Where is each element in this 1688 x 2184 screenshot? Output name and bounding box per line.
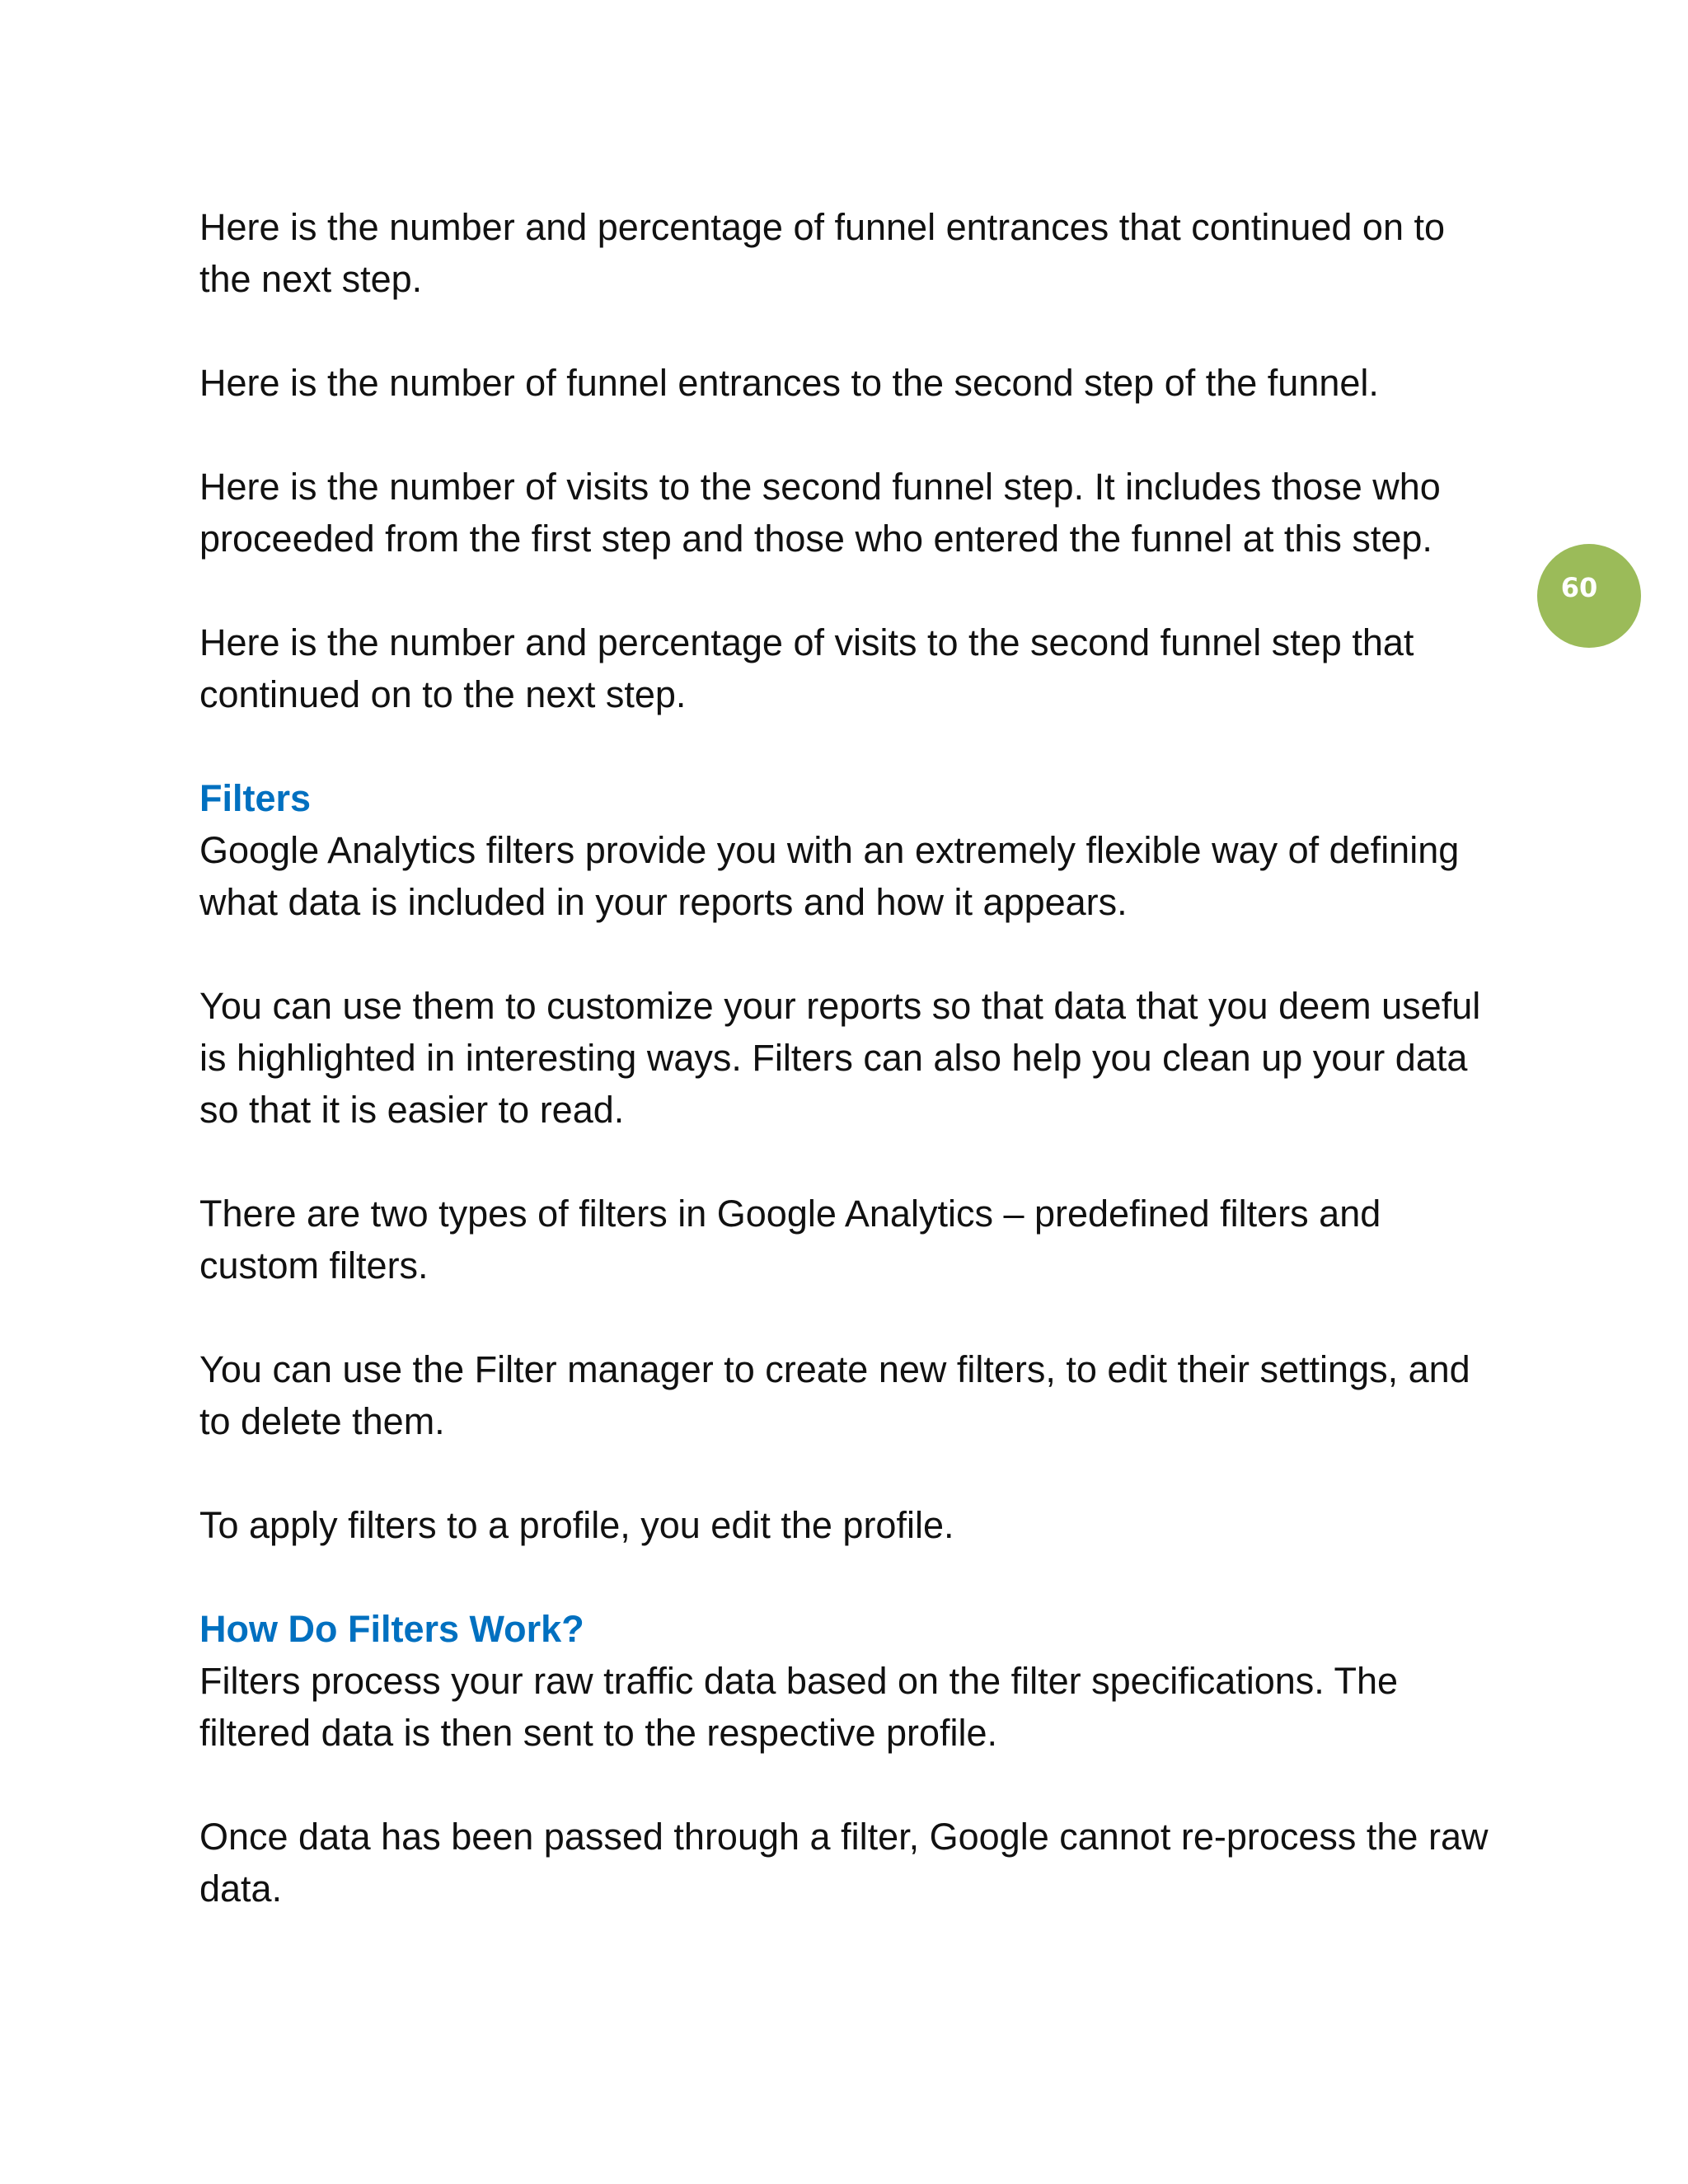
paragraph-funnel-entrances-continued: Here is the number and percentage of funnel entrances that continued on to the next step. <box>199 206 1446 300</box>
paragraph-spacer <box>199 1447 1502 1499</box>
page-number: 60 <box>1560 572 1598 603</box>
heading-filters: Filters <box>199 777 312 819</box>
paragraph-filter-manager: You can use the Filter manager to create new filters, to edit their settings, and to delete them. <box>199 1348 1470 1442</box>
paragraph-funnel-entrances-second-step: Here is the number of funnel entrances to the second step of the funnel. <box>199 362 1379 404</box>
paragraph-spacer <box>199 1551 1502 1603</box>
paragraph-apply-filters: To apply filters to a profile, you edit the profile. <box>199 1504 954 1546</box>
paragraph-spacer <box>199 305 1502 357</box>
paragraph-visits-second-step: Here is the number of visits to the second funnel step. It includes those who proceeded from the first step and those who entered the funnel at this step. <box>199 466 1441 560</box>
paragraph-spacer <box>199 409 1502 461</box>
paragraph-spacer <box>199 928 1502 980</box>
paragraph-filters-customize: You can use them to customize your reports so that data that you deem useful is highlighted in interesting ways. Filters can also help you clean up your data so that it is easier to read. <box>199 985 1481 1131</box>
paragraph-filters-intro: Google Analytics filters provide you with an extremely flexible way of defining what data is included in your reports and how it appears. <box>199 829 1460 923</box>
paragraph-reprocess: Once data has been passed through a filter, Google cannot re-process the raw data. <box>199 1816 1489 1910</box>
paragraph-spacer <box>199 565 1502 616</box>
paragraph-filter-types: There are two types of filters in Google Analytics – predefined filters and custom filters. <box>199 1193 1381 1286</box>
paragraph-spacer <box>199 1291 1502 1343</box>
paragraph-filters-process: Filters process your raw traffic data based on the filter specifications. The filtered data is then sent to the respective profile. <box>199 1660 1399 1754</box>
heading-how-filters-work: How Do Filters Work? <box>199 1608 584 1650</box>
paragraph-visits-second-step-continued: Here is the number and percentage of visits to the second funnel step that continued on to the next step. <box>199 621 1414 715</box>
page-body <box>199 201 1502 1915</box>
paragraph-spacer <box>199 1759 1502 1811</box>
page-number-badge <box>1537 544 1641 648</box>
paragraph-spacer <box>199 1136 1502 1188</box>
paragraph-spacer <box>199 720 1502 772</box>
